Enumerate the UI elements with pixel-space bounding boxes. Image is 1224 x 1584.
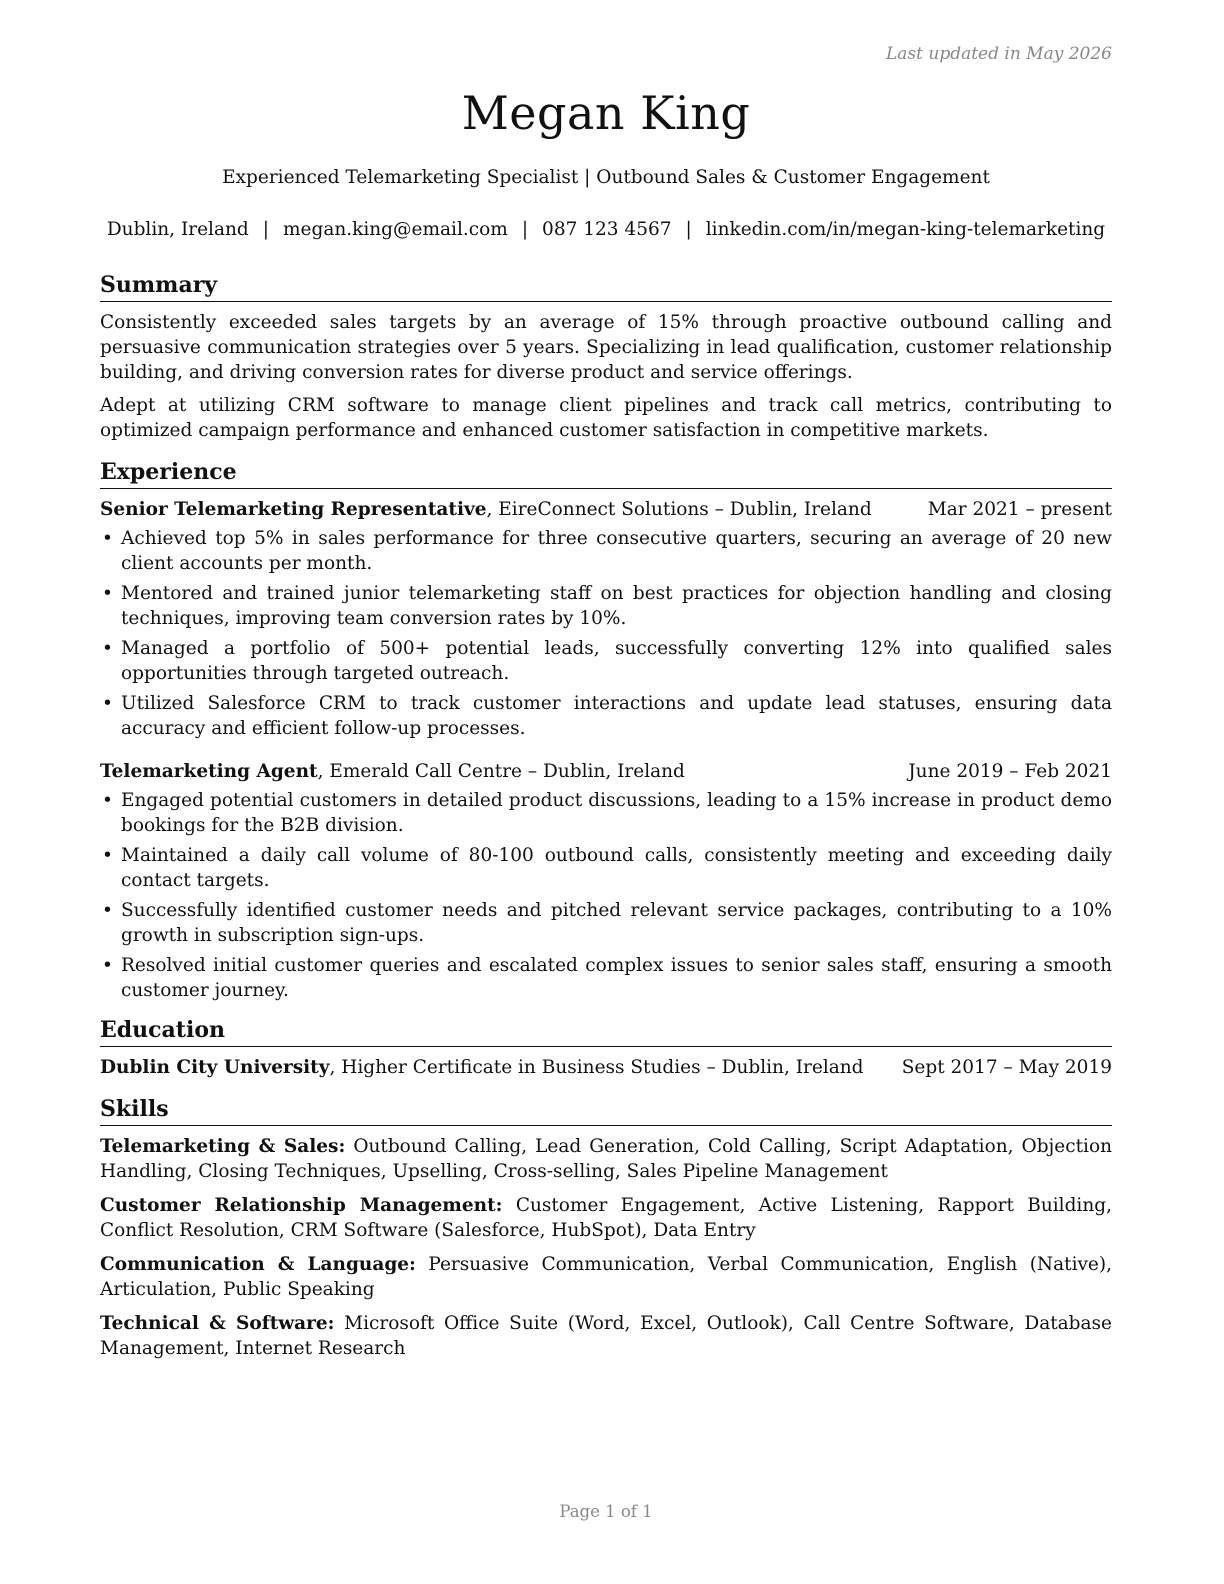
skill-group-items: Persuasive Communication, Verbal Communication, English (Native), Articulation, Public Speaking xyxy=(100,1254,1112,1300)
job-entry xyxy=(100,759,1112,1003)
skill-group-label: Telemarketing & Sales: xyxy=(100,1136,346,1157)
bullet-text: Successfully identified customer needs and pitched relevant service packages, contributing to a 10% growth in subscription sign-ups. xyxy=(121,900,1112,946)
bullet-icon: • xyxy=(102,528,113,549)
bullet-text: Resolved initial customer queries and escalated complex issues to senior sales staff, ensuring a smooth customer journey. xyxy=(121,955,1112,1001)
section-title-summary: Summary xyxy=(100,270,1112,302)
education-school: Dublin City University xyxy=(100,1057,330,1078)
contact-email[interactable]: megan.king@email.com xyxy=(282,219,508,240)
contact-line xyxy=(80,219,1132,240)
job-role: Senior Telemarketing Representative xyxy=(100,499,487,520)
bullet-icon: • xyxy=(102,583,113,604)
candidate-name: Megan King xyxy=(461,86,751,140)
contact-separator: | xyxy=(685,219,692,240)
contact-location: Dublin, Ireland xyxy=(106,219,249,240)
bullet-icon: • xyxy=(102,790,113,811)
contact-phone[interactable]: 087 123 4567 xyxy=(542,219,672,240)
section-title-skills: Skills xyxy=(100,1094,1112,1126)
bullet-item xyxy=(100,843,1112,893)
experience-section xyxy=(100,457,1112,1003)
job-entry xyxy=(100,497,1112,741)
bullet-item xyxy=(100,581,1112,631)
bullet-icon: • xyxy=(102,693,113,714)
bullet-text: Utilized Salesforce CRM to track customer interactions and update lead statuses, ensuring data accuracy and efficient follow-up processes. xyxy=(121,693,1112,739)
bullet-icon: • xyxy=(102,900,113,921)
summary-paragraph: Consistently exceeded sales targets by an average of 15% through proactive outbound calling and persuasive communication strategies over 5 years. Specializing in lead qualification, customer relationship building, and driving conversion rates for diverse product and service offerings. xyxy=(100,312,1112,383)
skill-group-items: Outbound Calling, Lead Generation, Cold Calling, Script Adaptation, Objection Handling, Closing Techniques, Upselling, Cross-selling, Sales Pipeline Management xyxy=(100,1136,1112,1182)
job-org: , Emerald Call Centre – Dublin, Ireland xyxy=(317,761,685,782)
bullet-item xyxy=(100,691,1112,741)
summary-section xyxy=(100,270,1112,443)
job-dates: June 2019 – Feb 2021 xyxy=(908,761,1112,782)
job-org: , EireConnect Solutions – Dublin, Ireland xyxy=(486,499,872,520)
last-updated-note: Last updated in May 2026 xyxy=(885,44,1112,64)
section-title-experience: Experience xyxy=(100,457,1112,489)
contact-linkedin[interactable]: linkedin.com/in/megan-king-telemarketing xyxy=(705,219,1106,240)
bullet-text: Engaged potential customers in detailed product discussions, leading to a 15% increase in product demo bookings for the B2B division. xyxy=(121,790,1112,836)
bullet-item xyxy=(100,788,1112,838)
education-line xyxy=(100,1055,864,1080)
education-dates: Sept 2017 – May 2019 xyxy=(901,1057,1112,1078)
skill-group-label: Technical & Software: xyxy=(100,1313,335,1334)
resume-body xyxy=(100,270,1112,1370)
bullet-text: Maintained a daily call volume of 80-100 outbound calls, consistently meeting and exceeding daily contact targets. xyxy=(121,845,1112,891)
page-number: Page 1 of 1 xyxy=(559,1502,653,1521)
bullet-item xyxy=(100,953,1112,1003)
job-role: Telemarketing Agent xyxy=(100,761,318,782)
summary-paragraph: Adept at utilizing CRM software to manage client pipelines and track call metrics, contributing to optimized campaign performance and enhanced customer satisfaction in competitive markets. xyxy=(100,395,1112,441)
job-bullets xyxy=(100,788,1112,1003)
bullet-icon: • xyxy=(102,845,113,866)
skill-group-label: Customer Relationship Management: xyxy=(100,1195,503,1216)
skills-section xyxy=(100,1094,1112,1361)
bullet-item xyxy=(100,526,1112,576)
bullet-item xyxy=(100,898,1112,948)
skill-group-items: Microsoft Office Suite (Word, Excel, Outlook), Call Centre Software, Database Management, Internet Research xyxy=(100,1313,1113,1359)
skill-group xyxy=(100,1134,1112,1184)
contact-separator: | xyxy=(262,219,269,240)
bullet-item xyxy=(100,636,1112,686)
education-entry xyxy=(100,1055,1112,1080)
job-title-line xyxy=(100,759,685,784)
job-header xyxy=(100,759,1112,784)
skill-group-label: Communication & Language: xyxy=(100,1254,416,1275)
skill-group-items: Customer Engagement, Active Listening, Rapport Building, Conflict Resolution, CRM Software (Salesforce, HubSpot), Data Entry xyxy=(100,1195,1112,1241)
bullet-text: Managed a portfolio of 500+ potential leads, successfully converting 12% into qualified sales opportunities through targeted outreach. xyxy=(121,638,1112,684)
contact-separator: | xyxy=(521,219,529,240)
bullet-text: Achieved top 5% in sales performance for three consecutive quarters, securing an average of 20 new client accounts per month. xyxy=(121,528,1112,574)
job-dates: Mar 2021 – present xyxy=(927,499,1112,520)
job-bullets xyxy=(100,526,1112,741)
resume-page xyxy=(100,0,1112,1584)
skill-group xyxy=(100,1193,1112,1243)
skill-group xyxy=(100,1311,1112,1361)
headline: Experienced Telemarketing Specialist | Outbound Sales & Customer Engagement xyxy=(222,167,990,188)
education-details: , Higher Certificate in Business Studies – Dublin, Ireland xyxy=(329,1057,864,1078)
bullet-icon: • xyxy=(102,638,113,659)
job-header xyxy=(100,497,1112,522)
bullet-text: Mentored and trained junior telemarketing staff on best practices for objection handling and closing techniques, improving team conversion rates by 10%. xyxy=(121,583,1112,629)
education-section xyxy=(100,1015,1112,1080)
section-title-education: Education xyxy=(100,1015,1112,1047)
skill-group xyxy=(100,1252,1112,1302)
bullet-icon: • xyxy=(102,955,113,976)
job-title-line xyxy=(100,497,872,522)
